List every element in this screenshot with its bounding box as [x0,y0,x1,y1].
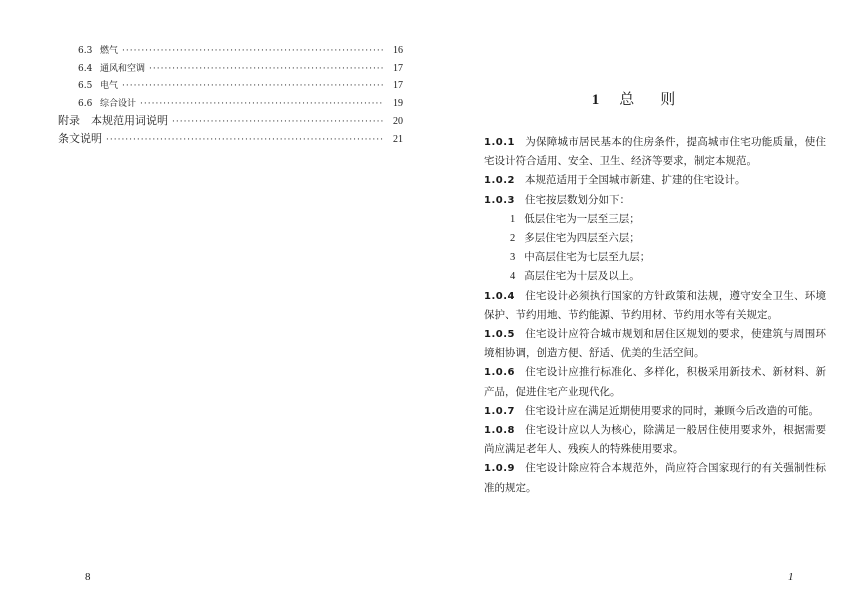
toc-entry-page: 17 [393,80,403,91]
clause-number: 1.0.4 [484,290,515,302]
clause-text: 住宅设计应在满足近期使用要求的同时，兼顾今后改造的可能。 [524,404,819,417]
toc-leader-dots [122,78,383,96]
toc-entry-number: 6.3 [78,46,93,56]
item-number: 1 [510,213,516,225]
item-text: 低层住宅为一层至三层； [524,212,640,225]
toc-entry-title: 条文说明 [58,131,102,145]
clause-text: 住宅设计应符合城市规划和居住区规划的要求，使建筑与周围环境相协调，创造方便、舒适、优美的生活空间。 [484,328,826,360]
item-text: 多层住宅为四层至六层； [524,232,640,245]
page-number-left: 8 [85,571,91,583]
toc-entry-title: 附录 本规范用词说明 [58,114,168,127]
chapter-title: 总则 [619,90,702,108]
toc-entry-page: 17 [393,62,403,74]
clause-1-0-6 [484,363,826,401]
clause-1-0-8 [484,421,826,459]
item-number: 4 [510,271,516,283]
toc-entry-6-3[interactable] [58,42,403,60]
toc-leader-dots [172,114,383,132]
clause-1-0-7 [484,402,826,421]
toc-entry-page: 21 [393,133,403,145]
clause-1-0-1 [484,133,826,171]
clause-item [484,267,826,286]
toc-entry-number: 6.4 [78,63,93,74]
item-text: 中高层住宅为七层至九层； [524,251,651,264]
toc-entry-page: 19 [393,97,403,109]
toc-entry-number: 6.6 [78,98,93,109]
clause-number: 1.0.9 [484,463,515,475]
toc-entry-title: 燃气 [100,46,119,56]
clause-text: 本规范适用于全国城市新建、扩建的住宅设计。 [524,174,746,187]
clause-1-0-5 [484,325,826,363]
clause-number: 1.0.8 [484,425,515,437]
clause-text: 为保障城市居民基本的住房条件，提高城市住宅功能质量，使住宅设计符合适用、安全、卫生、经济等要求，制定本规范。 [484,136,826,168]
chapter-number: 1 [591,92,602,108]
toc-entry-6-5[interactable] [58,77,403,95]
clause-item [484,248,826,267]
toc-entry-title: 综合设计 [100,98,137,109]
toc-entry-page: 16 [393,45,403,56]
toc-entry-6-4[interactable] [58,60,403,78]
clause-number: 1.0.7 [484,405,515,417]
clause-text: 住宅设计除应符合本规范外，尚应符合国家现行的有关强制性标准的规定。 [484,462,826,494]
clause-number: 1.0.1 [484,137,515,148]
toc-entry-commentary[interactable] [58,130,403,148]
toc-entry-title: 通风和空调 [100,63,146,74]
page-number-right: 1 [788,571,794,583]
toc-entry-number: 6.5 [78,81,93,91]
item-text: 高层住宅为十层及以上。 [524,270,640,283]
clause-number: 1.0.3 [484,194,515,206]
toc-entry-title: 电气 [100,81,119,91]
toc-entry-appendix[interactable] [58,112,403,130]
clause-1-0-9 [484,459,826,497]
item-number: 3 [510,252,516,264]
item-number: 2 [510,233,516,245]
clause-1-0-2 [484,171,826,190]
clause-text: 住宅设计应推行标准化、多样化，积极采用新技术、新材料、新产品，促进住宅产业现代化。 [484,366,826,398]
clause-number: 1.0.5 [484,329,515,341]
clause-text: 住宅按层数划分如下： [524,193,630,206]
toc-leader-dots [122,43,383,61]
clause-list [484,133,826,498]
clause-number: 1.0.2 [484,175,515,187]
clause-text: 住宅设计应以人为核心，除满足一般居住使用要求外，根据需要尚应满足老年人、残疾人的特殊使用要求。 [484,424,826,456]
table-of-contents [58,42,403,147]
right-page [431,0,862,612]
clause-item [484,229,826,248]
toc-entry-6-6[interactable] [58,95,403,113]
toc-leader-dots [140,96,383,114]
toc-leader-dots [106,132,383,150]
toc-entry-page: 20 [393,116,403,127]
clause-text: 住宅设计必须执行国家的方针政策和法规，遵守安全卫生、环境保护、节约用地、节约能源、节约用材、节约用水等有关规定。 [484,289,826,321]
toc-leader-dots [149,61,383,79]
clause-1-0-4 [484,287,826,325]
clause-item [484,210,826,229]
clause-1-0-3 [484,191,826,210]
clause-number: 1.0.6 [484,367,515,379]
chapter-heading [431,88,862,109]
